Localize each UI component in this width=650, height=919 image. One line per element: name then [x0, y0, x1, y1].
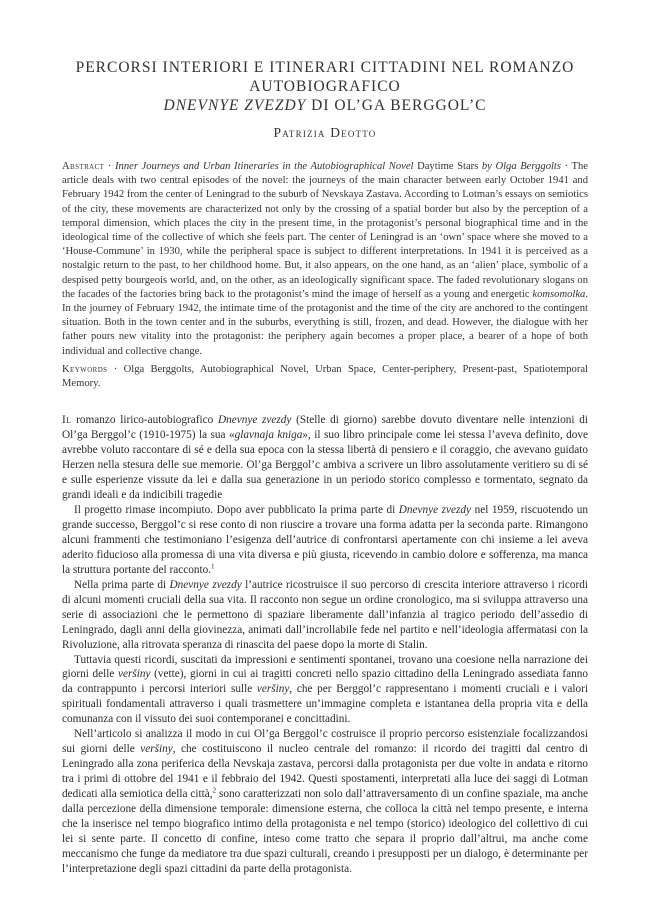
abstract — [62, 160, 588, 359]
novel-title: Dnevnye zvezdy — [398, 503, 472, 516]
abstract-text-a: The article deals with two central episodes of the novel: the journeys of the main character between early October 1941 and February 1942 from the center of Leningrad to the suburb of Nevskaya Zastava. According to Lotman’s essays on semiotics of the city, these movements are characterized not only by the crossing of a spatial border but also by the perception of a temporal dimension, which places the city in the present time, in the protagonist’s personal biographical time and in the ideological time of the collective of which she feels part. The center of Leningrad is an ‘own’ space where she moved to a ‘House-Commune’ in 1930, while the peripheral space is subject to different interpretations. In 1941 it is perceived as a nostalgic return to the past, to her childhood home. But, it also appears, on the one hand, as an ‘alien’ place, symbolic of a despised petty bourgeois world, and, on the other, as an ideologically significant space. The faded revolutionary slogans on the facades of the factories bring back to the protagonist’s mind the image of herself as a young and energetic — [62, 161, 588, 300]
article-body — [62, 413, 588, 877]
keywords — [62, 363, 588, 391]
abstract-title-by: by Olga Berggolts — [481, 161, 562, 172]
abstract-title-italic: Inner Journeys and Urban Itineraries in the Autobiographical Novel — [115, 161, 414, 172]
footnote-ref-1[interactable]: 1 — [211, 562, 215, 571]
title-line-3 — [72, 96, 578, 115]
paragraph-5-text: Nell’articolo si analizza il modo in cui Ol’ga Berggol’c costruisce il proprio percorso esistenziale focalizzandosi sui giorni delle — [62, 728, 588, 756]
keywords-text: Olga Berggolts, Autobiographical Novel, Urban Space, Center-periphery, Present-past, Spatiotemporal Memory. — [62, 363, 588, 390]
title-line-1: PERCORSI INTERIORI E ITINERARI CITTADINI NEL ROMANZO — [75, 59, 575, 76]
versiny-term: veršiny — [140, 743, 173, 756]
title-line-2: AUTOBIOGRAFICO — [249, 78, 401, 95]
article-author: Patrizia Deotto — [273, 125, 377, 140]
paragraph-5 — [62, 727, 588, 877]
paragraph-1 — [62, 413, 588, 503]
paragraph-4-text: Tuttavia questi ricordi, suscitati da impressioni e sentimenti spontanei, trovano una coesione nella narrazione dei giorni delle — [62, 653, 588, 681]
paragraph-5-text: sono caratterizzati non solo dall’attraversamento di un confine spaziale, ma anche dalla percezione della dimensione temporale: dimensione esterna, che colloca la città nel tempo presente, e interna che la inserisce nel tempo biografico intimo della protagonista e nel tempo (storico) ideologico del collettivo di cui lei si sente parte. Il concetto di confine, inteso come tratto che separa il proprio dall’altrui, ma anche come meccanismo che funge da mediatore tra due spazi culturali, creando i presupposti per un dialogo, è determinante per l’interpretazione degli spazi cittadini da parte della protagonista. — [62, 788, 588, 875]
glavnaja-kniga: glavnaja kniga — [234, 429, 303, 442]
abstract-separator: · — [104, 161, 116, 172]
paragraph-1-text: », il suo libro principale come lei stessa l’aveva definito, dove avrebbe voluto raccontare di sé e della sua epoca con la stessa libertà di pensiero e il coraggio, che avevano guidato Herzen nella stesura delle sue memorie. Ol’ga Berggol’c ambiva a scrivere un libro assolutamente veritiero su di sé e sulle esperienze vissute da lei e dalla sua generazione in un periodo storico complesso e tormentato, segnato da grandi ideali e da indicibili tragedie — [62, 429, 588, 502]
title-author-ref: DI OL’GA BERGGOL’C — [306, 97, 487, 114]
paragraph-5-text: , che costituiscono il nucleo centrale del romanzo: il ricordo dei tragitti dal centro di Leningrado alla zona periferica della Nevskaja zastava, percorsi dalla protagonista per due volte in andata e ritorno tra i primi di ottobre del 1941 e il febbraio del 1942. Questi spostamenti, interpretati alla luce dei saggi di Lotman dedicati alla semiotica della città, — [62, 743, 588, 801]
paragraph-1-lead: Il — [62, 414, 72, 427]
abstract-text-b: . In the journey of February 1942, the intimate time of the protagonist and the time of the city are anchored to the contingent situation. Both in the town center and in the suburbs, everything is still, frozen, and dead. However, the dialogue with her father pours new vitality into the protagonist: the periphery again becomes a proper place, a bearer of a hope of both individual and collective change. — [62, 288, 588, 357]
title-novel-name: DNEVNYE ZVEZDY — [163, 97, 307, 114]
footnote-ref-2[interactable]: 2 — [212, 786, 217, 795]
abstract-komsomolka: komsomolka — [532, 288, 586, 300]
versiny-term: veršiny — [118, 668, 151, 681]
novel-title: Dnevnye zvezdy — [217, 414, 292, 427]
novel-title: Dnevnye zvezdy — [169, 578, 242, 591]
abstract-label: Abstract — [62, 161, 105, 172]
paragraph-3 — [62, 578, 588, 653]
paragraph-4 — [62, 653, 588, 728]
keywords-separator: · — [107, 363, 124, 375]
paragraph-3-text: Nella prima parte di — [74, 578, 170, 591]
article-title — [72, 58, 578, 115]
paragraph-2-text: nel 1959, riscuotendo un grande successo, Berggol’c si rese conto di non riuscire a trovare una forma adatta per la seconda parte. Rimangono alcuni frammenti che testimoniano l’esigenza dell’autrice di confrontarsi apertamente con chi insieme a lei aveva aderito fiducioso alla promessa di una vita diversa e più giusta, ricevendo in cambio dolore e sofferenza, ma manca la struttura portante del racconto. — [62, 503, 588, 576]
abstract-title-novel: Daytime Stars — [413, 161, 482, 172]
paragraph-4-text: , che per Berggol’c rappresentano i momenti cruciali e i valori spirituali fondamentali attraverso i quali trasmettere un’immagine completa e istantanea della propria vita e della comunanza con il vissuto dei suoi contemporanei e concittadini. — [62, 683, 588, 726]
paragraph-2 — [62, 503, 588, 578]
paragraph-1-text: (Stelle di giorno) sarebbe dovuto diventare nelle intenzioni di Ol’ga Berggol’c (1910-1975) la sua « — [62, 414, 588, 442]
paragraph-1-text: romanzo lirico-autobiografico — [71, 414, 218, 427]
abstract-separator: · — [561, 161, 572, 172]
paragraph-4-text: (vette), giorni in cui ai tragitti concreti nello spazio cittadino della Leningrado assediata fanno da contrappunto i percorsi interiori sulle — [62, 668, 588, 696]
paragraph-3-text: l’autrice ricostruisce il suo percorso di crescita interiore attraverso i ricordi di alcuni momenti cruciali della sua vita. Il racconto non segue un ordine cronologico, ma si sviluppa attraverso una serie di associazioni che le permettono di spaziare liberamente dall’infanzia al tragico periodo dell’assedio di Leningrado, dagli anni della giovinezza, animati dall’incrollabile fede nel partito e nell’ideologia affermatasi con la Rivoluzione, alla ritrovata speranza di rinascita del paese dopo la morte di Stalin. — [62, 578, 588, 651]
keywords-label: Keywords — [62, 363, 108, 375]
versiny-term: veršiny — [256, 683, 290, 696]
paragraph-2-text: Il progetto rimase incompiuto. Dopo aver pubblicato la prima parte di — [74, 503, 399, 516]
